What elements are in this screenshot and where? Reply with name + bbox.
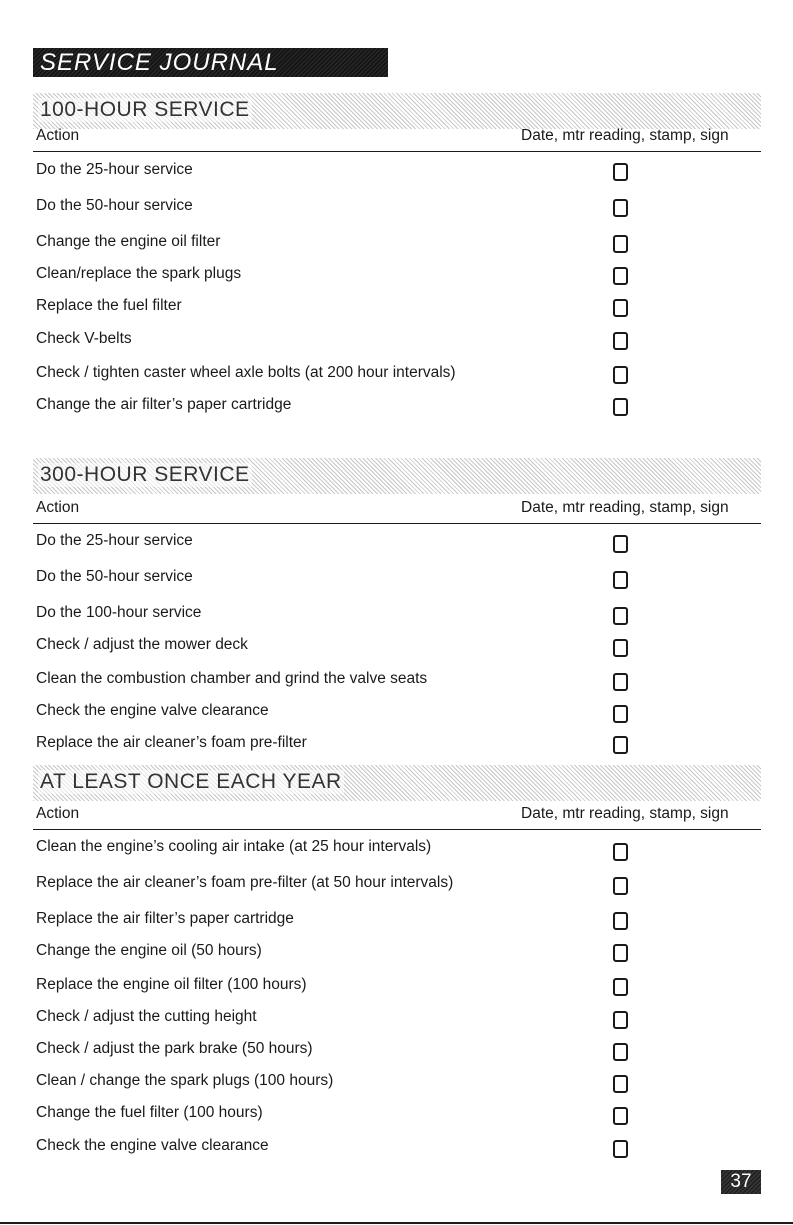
- task-label: Clean / change the spark plugs (100 hours): [36, 1072, 334, 1089]
- task-label: Clean/replace the spark plugs: [36, 265, 242, 282]
- task-label: Check / tighten caster wheel axle bolts (at 200 hour intervals): [36, 364, 456, 381]
- task-label: Check V-belts: [36, 330, 132, 347]
- task-checkbox[interactable]: [613, 673, 628, 691]
- task-checkbox[interactable]: [613, 736, 628, 754]
- column-header-record: Date, mtr reading, stamp, sign: [521, 805, 729, 822]
- task-checkbox[interactable]: [613, 912, 628, 930]
- header-divider: [33, 829, 761, 830]
- task-checkbox[interactable]: [613, 1107, 628, 1125]
- task-label: Replace the air cleaner’s foam pre-filter: [36, 734, 307, 751]
- column-header-record: Date, mtr reading, stamp, sign: [521, 499, 729, 516]
- task-checkbox[interactable]: [613, 571, 628, 589]
- page-number: 37: [721, 1170, 761, 1194]
- task-label: Do the 50-hour service: [36, 197, 193, 214]
- task-checkbox[interactable]: [613, 235, 628, 253]
- task-label: Change the engine oil (50 hours): [36, 942, 262, 959]
- section-header-100-hour: [33, 93, 761, 129]
- section-title: 300-HOUR SERVICE: [40, 463, 250, 486]
- journal-title-banner: [33, 48, 388, 77]
- task-label: Do the 25-hour service: [36, 161, 193, 178]
- task-label: Check / adjust the mower deck: [36, 636, 248, 653]
- task-checkbox[interactable]: [613, 1075, 628, 1093]
- task-label: Replace the engine oil filter (100 hours): [36, 976, 307, 993]
- header-divider: [33, 151, 761, 152]
- task-label: Replace the air cleaner’s foam pre-filter (at 50 hour intervals): [36, 874, 454, 891]
- task-checkbox[interactable]: [613, 1140, 628, 1158]
- task-checkbox[interactable]: [613, 978, 628, 996]
- task-checkbox[interactable]: [613, 877, 628, 895]
- journal-title: SERVICE JOURNAL: [40, 49, 279, 76]
- section-title: 100-HOUR SERVICE: [40, 98, 250, 121]
- task-checkbox[interactable]: [613, 705, 628, 723]
- task-checkbox[interactable]: [613, 199, 628, 217]
- task-label: Check the engine valve clearance: [36, 1137, 269, 1154]
- task-checkbox[interactable]: [613, 332, 628, 350]
- column-header-record: Date, mtr reading, stamp, sign: [521, 127, 729, 144]
- column-header-action: Action: [36, 805, 80, 822]
- task-label: Do the 50-hour service: [36, 568, 193, 585]
- task-label: Check / adjust the cutting height: [36, 1008, 257, 1025]
- task-checkbox[interactable]: [613, 163, 628, 181]
- task-label: Check / adjust the park brake (50 hours): [36, 1040, 313, 1057]
- section-header-300-hour: [33, 458, 761, 494]
- task-label: Replace the fuel filter: [36, 297, 182, 314]
- task-label: Change the engine oil filter: [36, 233, 221, 250]
- task-checkbox[interactable]: [613, 535, 628, 553]
- task-label: Replace the air filter’s paper cartridge: [36, 910, 294, 927]
- task-label: Clean the engine’s cooling air intake (at 25 hour intervals): [36, 838, 432, 855]
- column-header-action: Action: [36, 499, 80, 516]
- task-checkbox[interactable]: [613, 1011, 628, 1029]
- task-checkbox[interactable]: [613, 267, 628, 285]
- section-title: AT LEAST ONCE EACH YEAR: [40, 770, 342, 793]
- task-checkbox[interactable]: [613, 366, 628, 384]
- task-checkbox[interactable]: [613, 398, 628, 416]
- column-header-action: Action: [36, 127, 80, 144]
- task-label: Clean the combustion chamber and grind the valve seats: [36, 670, 428, 687]
- header-divider: [33, 523, 761, 524]
- section-header-yearly: [33, 765, 761, 801]
- task-checkbox[interactable]: [613, 639, 628, 657]
- task-checkbox[interactable]: [613, 843, 628, 861]
- task-checkbox[interactable]: [613, 944, 628, 962]
- task-checkbox[interactable]: [613, 299, 628, 317]
- task-label: Change the air filter’s paper cartridge: [36, 396, 292, 413]
- task-label: Check the engine valve clearance: [36, 702, 269, 719]
- page-bottom-rule: [0, 1222, 793, 1224]
- task-checkbox[interactable]: [613, 607, 628, 625]
- task-label: Change the fuel filter (100 hours): [36, 1104, 263, 1121]
- task-label: Do the 100-hour service: [36, 604, 202, 621]
- task-label: Do the 25-hour service: [36, 532, 193, 549]
- task-checkbox[interactable]: [613, 1043, 628, 1061]
